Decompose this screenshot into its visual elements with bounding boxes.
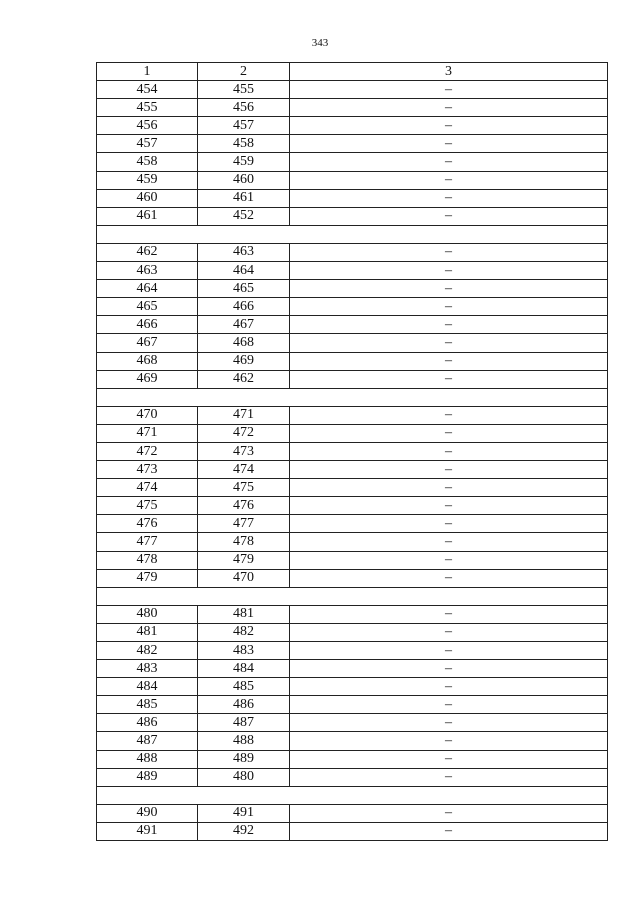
table-cell-col-2: 471 — [198, 406, 290, 424]
table-cell-col-1: 456 — [97, 117, 198, 135]
header-cell-1: 1 — [97, 63, 198, 81]
table-cell-col-1: 467 — [97, 334, 198, 352]
table-cell-col-1: 464 — [97, 280, 198, 298]
table-cell-col-2: 468 — [198, 334, 290, 352]
table-cell-col-1: 469 — [97, 370, 198, 388]
table-cell-col-1: 485 — [97, 696, 198, 714]
table-cell-col-2: 482 — [198, 623, 290, 641]
group-separator-row — [97, 225, 608, 243]
table-row — [97, 316, 608, 334]
table-cell-col-3: – — [290, 99, 608, 117]
table-cell-col-3: – — [290, 678, 608, 696]
table-cell-col-3: – — [290, 515, 608, 533]
table-cell-col-3: – — [290, 461, 608, 479]
table-cell-col-2: 455 — [198, 81, 290, 99]
table-cell-col-1: 473 — [97, 461, 198, 479]
table-cell-col-2: 462 — [198, 370, 290, 388]
table-row — [97, 714, 608, 732]
table-row — [97, 406, 608, 424]
table-row — [97, 623, 608, 641]
table-cell-col-3: – — [290, 605, 608, 623]
table-cell-col-3: – — [290, 352, 608, 370]
table-cell-col-2: 465 — [198, 280, 290, 298]
group-separator-row — [97, 388, 608, 406]
table-row — [97, 678, 608, 696]
table-row — [97, 479, 608, 497]
table-row — [97, 822, 608, 840]
table-cell-col-3: – — [290, 696, 608, 714]
table-row — [97, 515, 608, 533]
table-cell-col-1: 468 — [97, 352, 198, 370]
table-cell-col-2: 456 — [198, 99, 290, 117]
table-cell-col-1: 479 — [97, 569, 198, 587]
table-cell-col-3: – — [290, 262, 608, 280]
table-cell-col-2: 472 — [198, 424, 290, 442]
table-cell-col-3: – — [290, 714, 608, 732]
table-cell-col-2: 457 — [198, 117, 290, 135]
table-cell-col-2: 492 — [198, 822, 290, 840]
table-cell-col-3: – — [290, 298, 608, 316]
group-separator-cell — [97, 587, 608, 605]
table-cell-col-1: 474 — [97, 479, 198, 497]
table-cell-col-1: 472 — [97, 442, 198, 460]
table-cell-col-2: 466 — [198, 298, 290, 316]
table-cell-col-1: 458 — [97, 153, 198, 171]
table-cell-col-3: – — [290, 280, 608, 298]
table-row — [97, 153, 608, 171]
table-cell-col-1: 462 — [97, 243, 198, 261]
table-cell-col-3: – — [290, 189, 608, 207]
table-cell-col-2: 461 — [198, 189, 290, 207]
table-cell-col-2: 491 — [198, 804, 290, 822]
table-cell-col-2: 486 — [198, 696, 290, 714]
table-cell-col-2: 481 — [198, 605, 290, 623]
group-separator-row — [97, 786, 608, 804]
table-cell-col-2: 460 — [198, 171, 290, 189]
table-cell-col-3: – — [290, 370, 608, 388]
table-cell-col-3: – — [290, 171, 608, 189]
table-row — [97, 243, 608, 261]
table-cell-col-1: 483 — [97, 660, 198, 678]
table-cell-col-3: – — [290, 117, 608, 135]
table-cell-col-2: 484 — [198, 660, 290, 678]
table-row — [97, 99, 608, 117]
table-cell-col-1: 459 — [97, 171, 198, 189]
table-row — [97, 642, 608, 660]
table-cell-col-1: 466 — [97, 316, 198, 334]
table-cell-col-1: 463 — [97, 262, 198, 280]
table-cell-col-3: – — [290, 153, 608, 171]
group-separator-row — [97, 587, 608, 605]
table-cell-col-2: 476 — [198, 497, 290, 515]
table-cell-col-1: 481 — [97, 623, 198, 641]
table-cell-col-1: 461 — [97, 207, 198, 225]
table-row — [97, 424, 608, 442]
table-cell-col-3: – — [290, 334, 608, 352]
table-row — [97, 750, 608, 768]
table-cell-col-2: 458 — [198, 135, 290, 153]
table-cell-col-1: 491 — [97, 822, 198, 840]
table-row — [97, 207, 608, 225]
table-cell-col-1: 484 — [97, 678, 198, 696]
table-cell-col-3: – — [290, 479, 608, 497]
group-separator-cell — [97, 786, 608, 804]
table-cell-col-1: 465 — [97, 298, 198, 316]
table-row — [97, 117, 608, 135]
table-cell-col-3: – — [290, 243, 608, 261]
table-cell-col-1: 460 — [97, 189, 198, 207]
header-cell-2: 2 — [198, 63, 290, 81]
header-row — [97, 63, 608, 81]
table-cell-col-3: – — [290, 497, 608, 515]
table-row — [97, 81, 608, 99]
table-cell-col-1: 454 — [97, 81, 198, 99]
table-cell-col-2: 469 — [198, 352, 290, 370]
table-cell-col-1: 471 — [97, 424, 198, 442]
table-cell-col-2: 480 — [198, 768, 290, 786]
table-row — [97, 768, 608, 786]
table-row — [97, 370, 608, 388]
table-cell-col-3: – — [290, 406, 608, 424]
table-cell-col-1: 486 — [97, 714, 198, 732]
table-row — [97, 732, 608, 750]
table-body — [97, 63, 608, 841]
table-cell-col-3: – — [290, 533, 608, 551]
table-row — [97, 262, 608, 280]
table-cell-col-3: – — [290, 623, 608, 641]
table-row — [97, 605, 608, 623]
table-cell-col-1: 478 — [97, 551, 198, 569]
header-cell-3: 3 — [290, 63, 608, 81]
table-cell-col-3: – — [290, 660, 608, 678]
table-cell-col-1: 480 — [97, 605, 198, 623]
table-cell-col-2: 488 — [198, 732, 290, 750]
table-cell-col-2: 477 — [198, 515, 290, 533]
table-cell-col-3: – — [290, 768, 608, 786]
table-row — [97, 189, 608, 207]
table-cell-col-1: 475 — [97, 497, 198, 515]
table-cell-col-3: – — [290, 569, 608, 587]
table-row — [97, 352, 608, 370]
table-row — [97, 660, 608, 678]
table-row — [97, 569, 608, 587]
table-cell-col-3: – — [290, 207, 608, 225]
table-row — [97, 461, 608, 479]
table-cell-col-1: 476 — [97, 515, 198, 533]
table-cell-col-1: 488 — [97, 750, 198, 768]
table-row — [97, 497, 608, 515]
table-cell-col-2: 473 — [198, 442, 290, 460]
table-cell-col-2: 479 — [198, 551, 290, 569]
table-row — [97, 334, 608, 352]
table-row — [97, 442, 608, 460]
table-row — [97, 280, 608, 298]
table-cell-col-1: 487 — [97, 732, 198, 750]
table-cell-col-3: – — [290, 732, 608, 750]
table-cell-col-2: 489 — [198, 750, 290, 768]
table-cell-col-1: 470 — [97, 406, 198, 424]
table-row — [97, 533, 608, 551]
table-cell-col-3: – — [290, 81, 608, 99]
group-separator-cell — [97, 225, 608, 243]
table-cell-col-3: – — [290, 442, 608, 460]
table-row — [97, 298, 608, 316]
table-cell-col-2: 459 — [198, 153, 290, 171]
table-cell-col-1: 457 — [97, 135, 198, 153]
table-cell-col-2: 474 — [198, 461, 290, 479]
table-cell-col-3: – — [290, 822, 608, 840]
table-cell-col-3: – — [290, 316, 608, 334]
table-cell-col-2: 478 — [198, 533, 290, 551]
table-row — [97, 171, 608, 189]
table-cell-col-2: 487 — [198, 714, 290, 732]
table-cell-col-2: 467 — [198, 316, 290, 334]
table-cell-col-1: 455 — [97, 99, 198, 117]
table-cell-col-3: – — [290, 750, 608, 768]
table-cell-col-1: 482 — [97, 642, 198, 660]
group-separator-cell — [97, 388, 608, 406]
table-cell-col-2: 470 — [198, 569, 290, 587]
table-cell-col-3: – — [290, 642, 608, 660]
page-number: 343 — [311, 37, 329, 49]
table-cell-col-3: – — [290, 135, 608, 153]
table-row — [97, 135, 608, 153]
table-cell-col-3: – — [290, 804, 608, 822]
table-row — [97, 804, 608, 822]
table-cell-col-1: 477 — [97, 533, 198, 551]
table-cell-col-1: 489 — [97, 768, 198, 786]
table-cell-col-2: 485 — [198, 678, 290, 696]
table-cell-col-1: 490 — [97, 804, 198, 822]
table-cell-col-2: 464 — [198, 262, 290, 280]
data-table — [96, 62, 608, 841]
table-cell-col-2: 463 — [198, 243, 290, 261]
table-cell-col-2: 483 — [198, 642, 290, 660]
table-row — [97, 696, 608, 714]
table-cell-col-2: 475 — [198, 479, 290, 497]
table-cell-col-3: – — [290, 551, 608, 569]
table-cell-col-2: 452 — [198, 207, 290, 225]
table-cell-col-3: – — [290, 424, 608, 442]
table-row — [97, 551, 608, 569]
